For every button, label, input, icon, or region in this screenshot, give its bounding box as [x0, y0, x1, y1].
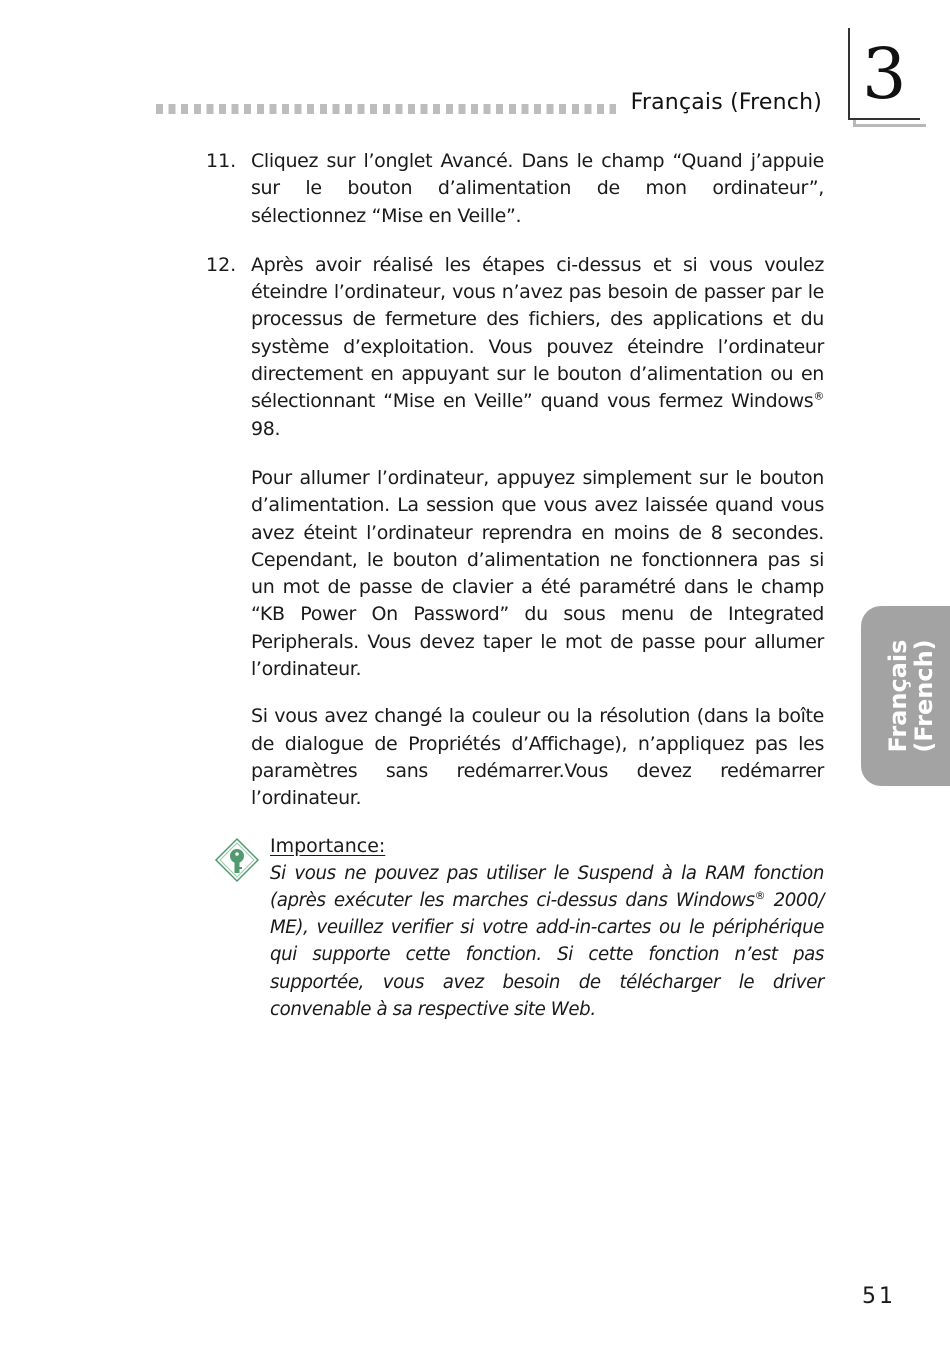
list-item-text: Cliquez sur l’onglet Avancé. Dans le champ “Quand j’appuie sur le bouton d’alimentation de mon ordinateur”, sélectionnez “Mise en Veille”.	[251, 150, 824, 227]
side-tab-label	[885, 639, 937, 752]
registered-mark: ®	[754, 888, 766, 902]
chapter-number: 3	[862, 33, 907, 115]
list-item	[206, 252, 824, 443]
note-text-main: Si vous ne pouvez pas utiliser le Suspend à la RAM fonction (après exécuter les marches ci-dessus dans Windows	[270, 862, 824, 911]
list-item	[206, 148, 824, 230]
list-item-text-end: 98.	[251, 417, 281, 440]
list-item-number: 12.	[206, 253, 237, 276]
list-item-text	[251, 252, 824, 443]
note-text	[270, 860, 824, 1024]
list-item-number: 11.	[206, 150, 237, 172]
importance-note	[270, 833, 824, 1024]
main-content	[206, 148, 824, 1023]
side-tab-line2: (French)	[910, 639, 938, 753]
page-header-title: Français (French)	[630, 90, 822, 115]
language-side-tab	[861, 606, 950, 786]
page-number: 51	[862, 1284, 896, 1309]
header-dotted-rule	[156, 104, 616, 114]
note-text-end: 2000/ ME), veuillez verifier si votre add-in-cartes ou le périphérique qui supporte cette fonction. Si cette fonction n’est pas supportée, vous avez besoin de télécharger le driver convenable à sa respective site Web.	[270, 889, 824, 1021]
registered-mark: ®	[813, 390, 824, 404]
list-item-text-main: Après avoir réalisé les étapes ci-dessus et si vous voulez éteindre l’ordinateur, vous n’avez pas besoin de passer par le processus de fermeture des fichiers, des applications et du système d’exploitation. Vous pouvez éteindre l’ordinateur directement en appuyant sur le bouton d’alimentation ou en sélectionnant “Mise en Veille” quand vous fermez Windows	[251, 253, 824, 413]
body-paragraph: Si vous avez changé la couleur ou la résolution (dans la boîte de dialogue de Propriétés d’Affichage), n’appliquez pas les paramètres sans redémarrer.Vous devez redémarrer l’ordinateur.	[251, 705, 824, 810]
body-paragraph: Pour allumer l’ordinateur, appuyez simplement sur le bouton d’alimentation. La session que vous avez laissée quand vous avez éteint l’ordinateur reprendra en moins de 8 secondes. Cependant, le bouton d’alimentation ne fonctionnera pas si un mot de passe de clavier a été paramétré dans le champ “KB Power On Password” du sous menu de Integrated Peripherals. Vous devez taper le mot de passe pour allumer l’ordinateur.	[251, 466, 824, 681]
side-tab-line1: Français	[884, 639, 912, 753]
key-note-icon	[214, 837, 260, 883]
note-title: Importance:	[270, 834, 386, 857]
